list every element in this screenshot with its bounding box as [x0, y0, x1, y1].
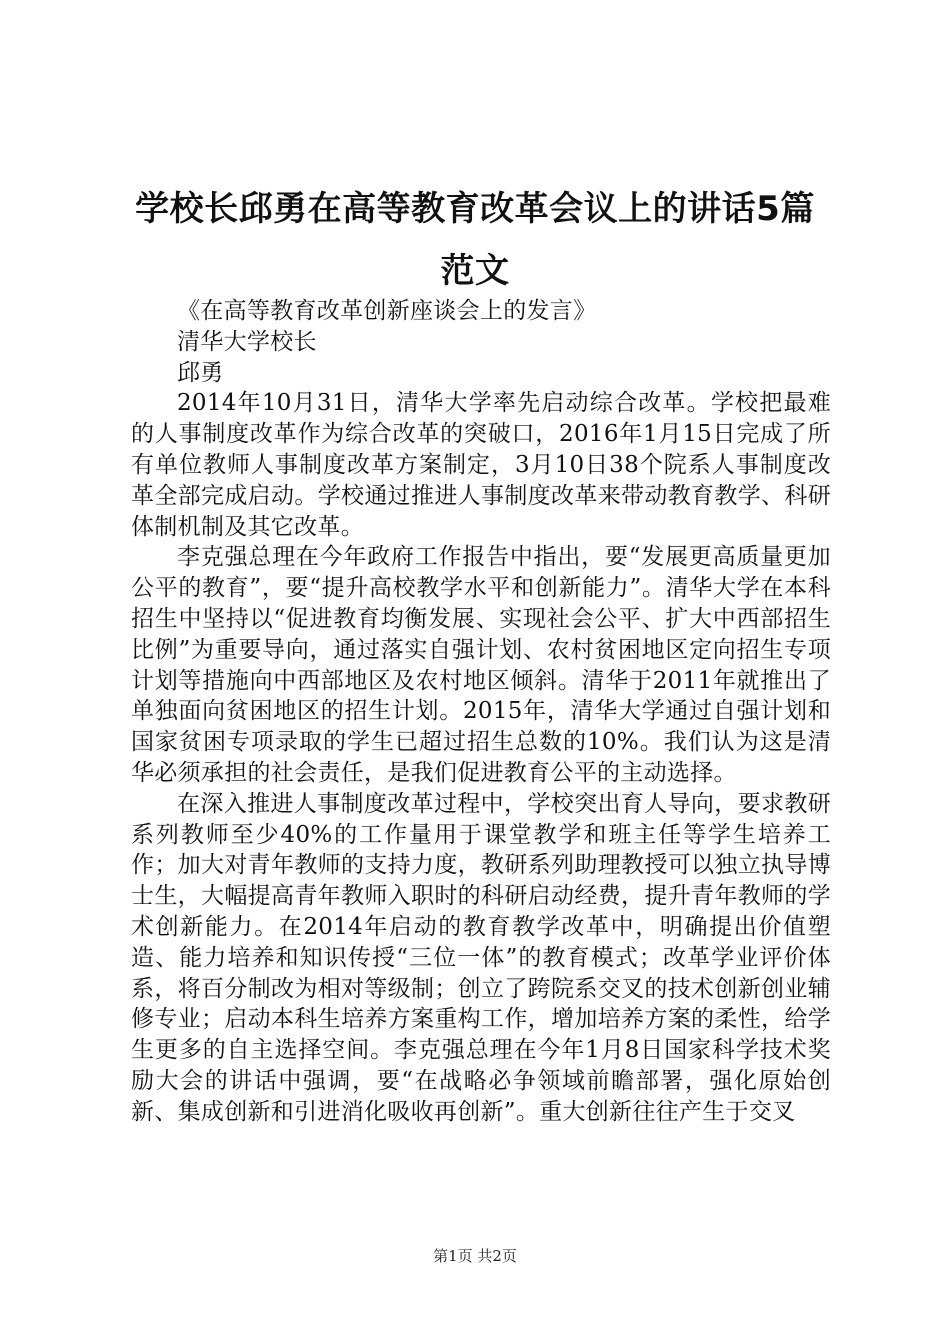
document-body: [131, 296, 831, 1128]
speaker-affiliation: 清华大学校长: [177, 328, 317, 355]
body-paragraph: 在深入推进人事制度改革过程中，学校突出育人导向，要求教研系列教师至少40%的工作量用于课堂教学和班主任等学生培养工作；加大对青年教师的支持力度，教研系列助理教授可以独立执导博士生，大幅提高青年教师入职时的科研启动经费，提升青年教师的学术创新能力。在2014年启动的教育教学改革中，明确提出价值塑造、能力培养和知识传授“三位一体”的教育模式；改革学业评价体系，将百分制改为相对等级制；创立了跨院系交叉的技术创新创业辅修专业；启动本科生培养方案重构工作，增加培养方案的柔性，给学生更多的自主选择空间。李克强总理在今年1月8日国家科学技术奖励大会的讲话中强调，要“在战略必争领域前瞻部署，强化原始创新、集成创新和引进消化吸收再创新”。重大创新往往产生于交叉: [131, 790, 831, 1125]
body-paragraph: 李克强总理在今年政府工作报告中指出，要“发展更高质量更加公平的教育”，要“提升高校教学水平和创新能力”。清华大学在本科招生中坚持以“促进教育均衡发展、实现社会公平、扩大中西部招生比例”为重要导向，通过落实自强计划、农村贫困地区定向招生专项计划等措施向中西部地区及农村地区倾斜。清华于2011年就推出了单独面向贫困地区的招生计划。2015年，清华大学通过自强计划和国家贫困专项录取的学生已超过招生总数的10%。我们认为这是清华必须承担的社会责任，是我们促进教育公平的主动选择。: [131, 544, 831, 786]
document-title: 学校长邱勇在高等教育改革会议上的讲话5篇范文: [135, 189, 815, 291]
body-paragraph: 2014年10月31日，清华大学率先启动综合改革。学校把最难的人事制度改革作为综合改革的突破口，2016年1月15日完成了所有单位教师人事制度改革方案制定，3月10日38个院系人事制度改革全部完成启动。学校通过推进人事制度改革来带动教育教学、科研体制机制及其它改革。: [131, 390, 831, 540]
page-footer: 第1页 共2页: [433, 1247, 517, 1265]
speaker-name: 邱勇: [177, 359, 224, 386]
speech-heading: 《在高等教育改革创新座谈会上的发言》: [177, 298, 597, 324]
